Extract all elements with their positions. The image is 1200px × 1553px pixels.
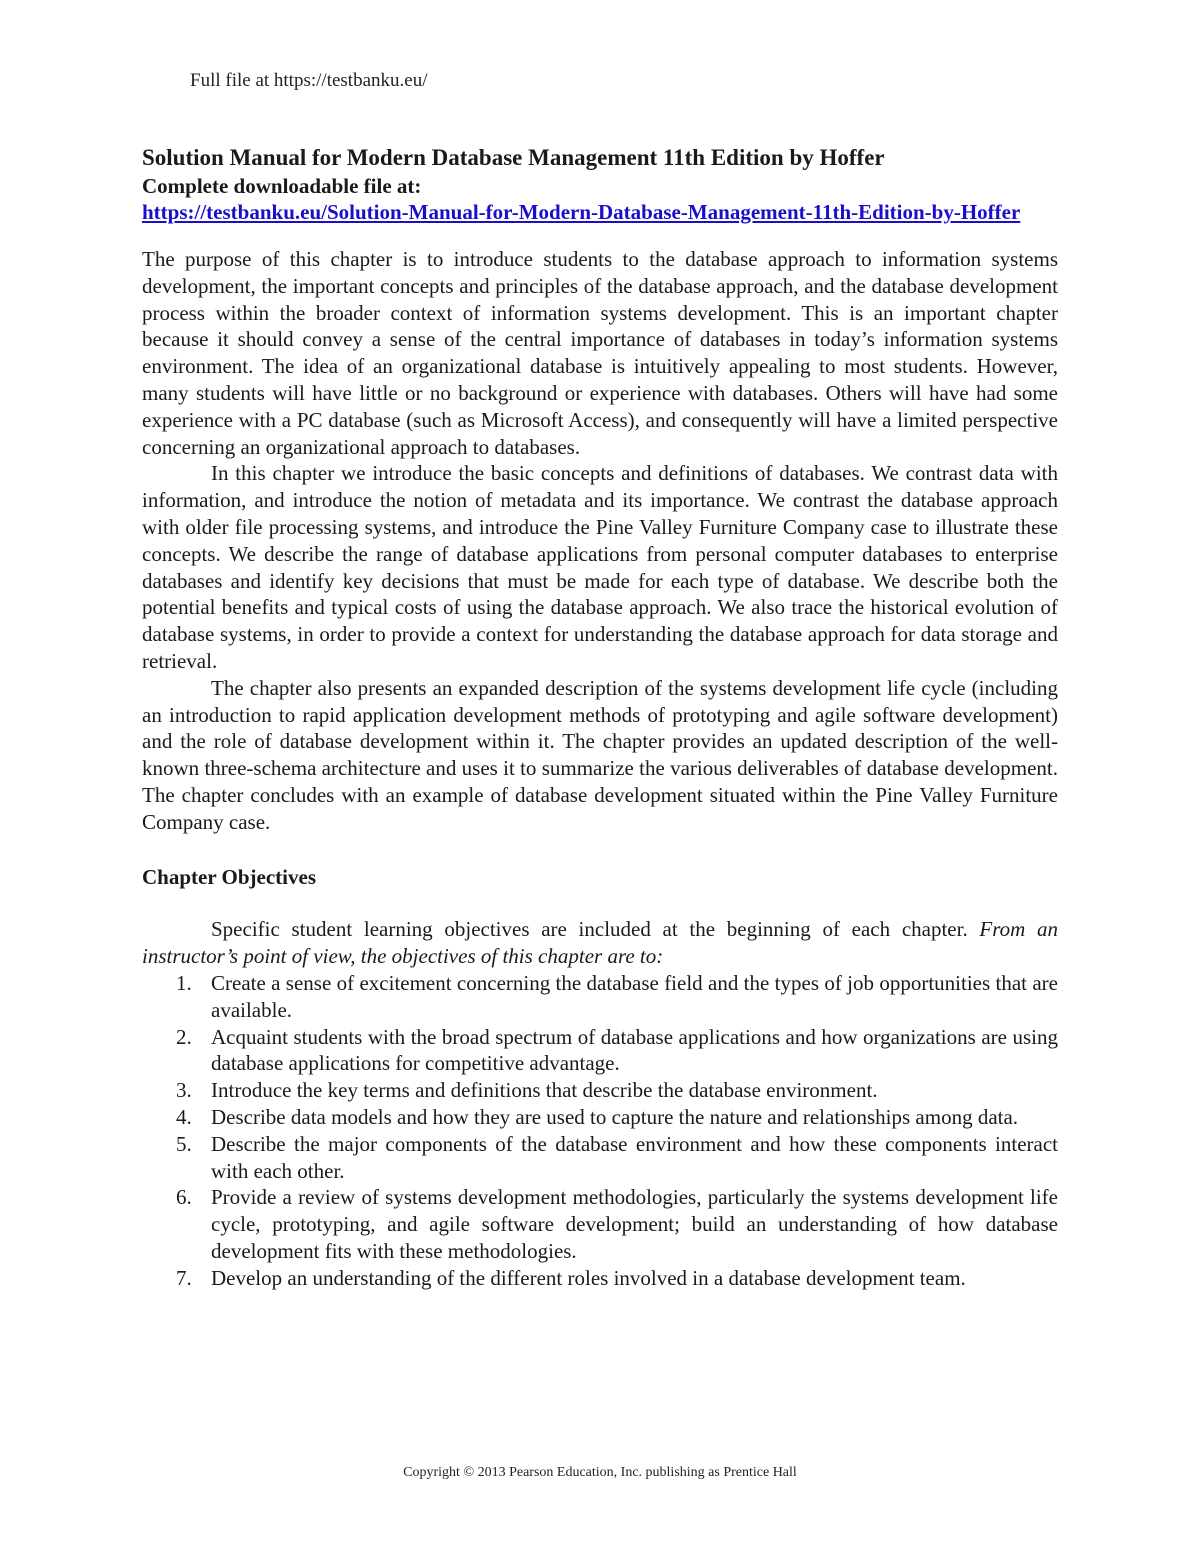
download-link[interactable]: https://testbanku.eu/Solution-Manual-for-Modern-Database-Management-11th-Edition-by-Hoffer — [142, 200, 1021, 224]
objective-item — [142, 1077, 1058, 1104]
objective-number: 6. — [176, 1185, 192, 1210]
intro-paragraph-2: In this chapter we introduce the basic concepts and definitions of databases. We contrast data with information, and introduce the notion of metadata and its importance. We contrast the database approach with older file processing systems, and introduce the Pine Valley Furniture Company case to illustrate these concepts. We describe the range of database applications from personal computer databases to enterprise databases and identify key decisions that must be made for each type of database. We describe both the potential benefits and typical costs of using the database approach. We also trace the historical evolution of database systems, in order to provide a context for understanding the database approach for data storage and retrieval. — [142, 461, 1058, 673]
header-note: Full file at https://testbanku.eu/ — [190, 70, 428, 91]
objective-text: Describe the major components of the database environment and how these components interact with each other. — [211, 1131, 1058, 1183]
objective-number: 5. — [176, 1131, 192, 1156]
objective-text: Describe data models and how they are used to capture the nature and relationships among data. — [211, 1104, 1019, 1129]
objective-text: Introduce the key terms and definitions that describe the database environment. — [211, 1078, 878, 1103]
objective-text: Develop an understanding of the different roles involved in a database development team. — [211, 1265, 966, 1290]
objective-item — [142, 1104, 1058, 1131]
objective-text: Acquaint students with the broad spectrum of database applications and how organizations are using database applications for competitive advantage. — [211, 1024, 1058, 1076]
objective-item — [142, 1265, 1058, 1292]
document-body — [142, 143, 1058, 1291]
objective-number: 3. — [176, 1078, 192, 1103]
section-heading-objectives: Chapter Objectives — [142, 864, 316, 889]
intro-paragraph-3: The chapter also presents an expanded description of the systems development life cycle (including an introduction to rapid application development methods of prototyping and agile software development) and the role of database development within it. The chapter provides an updated description of the well-known three-schema architecture and uses it to summarize the various deliverables of database development. The chapter concludes with an example of database development situated within the Pine Valley Furniture Company case. — [142, 675, 1058, 834]
objective-text: Provide a review of systems development methodologies, particularly the systems development life cycle, prototyping, and agile software development; build an understanding of how database development fits with these methodologies. — [211, 1185, 1058, 1263]
objective-number: 1. — [176, 970, 192, 995]
objectives-intro-text: Specific student learning objectives are included at the beginning of each chapter. — [211, 917, 980, 942]
objective-item — [142, 970, 1058, 1024]
objectives-list — [142, 970, 1058, 1292]
objective-number: 7. — [176, 1265, 192, 1290]
objectives-intro-italic: From an instructor’s point of view, the objectives of this chapter are to: — [142, 917, 1058, 969]
objective-item — [142, 1024, 1058, 1078]
objective-number: 2. — [176, 1024, 192, 1049]
copyright-footer: Copyright © 2013 Pearson Education, Inc. publishing as Prentice Hall — [403, 1465, 797, 1480]
intro-paragraph-1: The purpose of this chapter is to introduce students to the database approach to information systems development, the important concepts and principles of the database approach, and the database development process within the broader context of information systems development. This is an important chapter because it should convey a sense of the central importance of databases in today’s information systems environment. The idea of an organizational database is intuitively appealing to most students. However, many students will have little or no background or experience with databases. Others will have had some experience with a PC database (such as Microsoft Access), and consequently will have a limited perspective concerning an organizational approach to databases. — [142, 247, 1058, 459]
objective-item — [142, 1131, 1058, 1185]
objectives-intro — [142, 916, 1058, 970]
objective-number: 4. — [176, 1104, 192, 1129]
download-subtitle: Complete downloadable file at: — [142, 174, 422, 198]
document-title: Solution Manual for Modern Database Management 11th Edition by Hoffer — [142, 145, 885, 170]
objective-text: Create a sense of excitement concerning the database field and the types of job opportunities that are available. — [211, 970, 1058, 1022]
objective-item — [142, 1184, 1058, 1264]
